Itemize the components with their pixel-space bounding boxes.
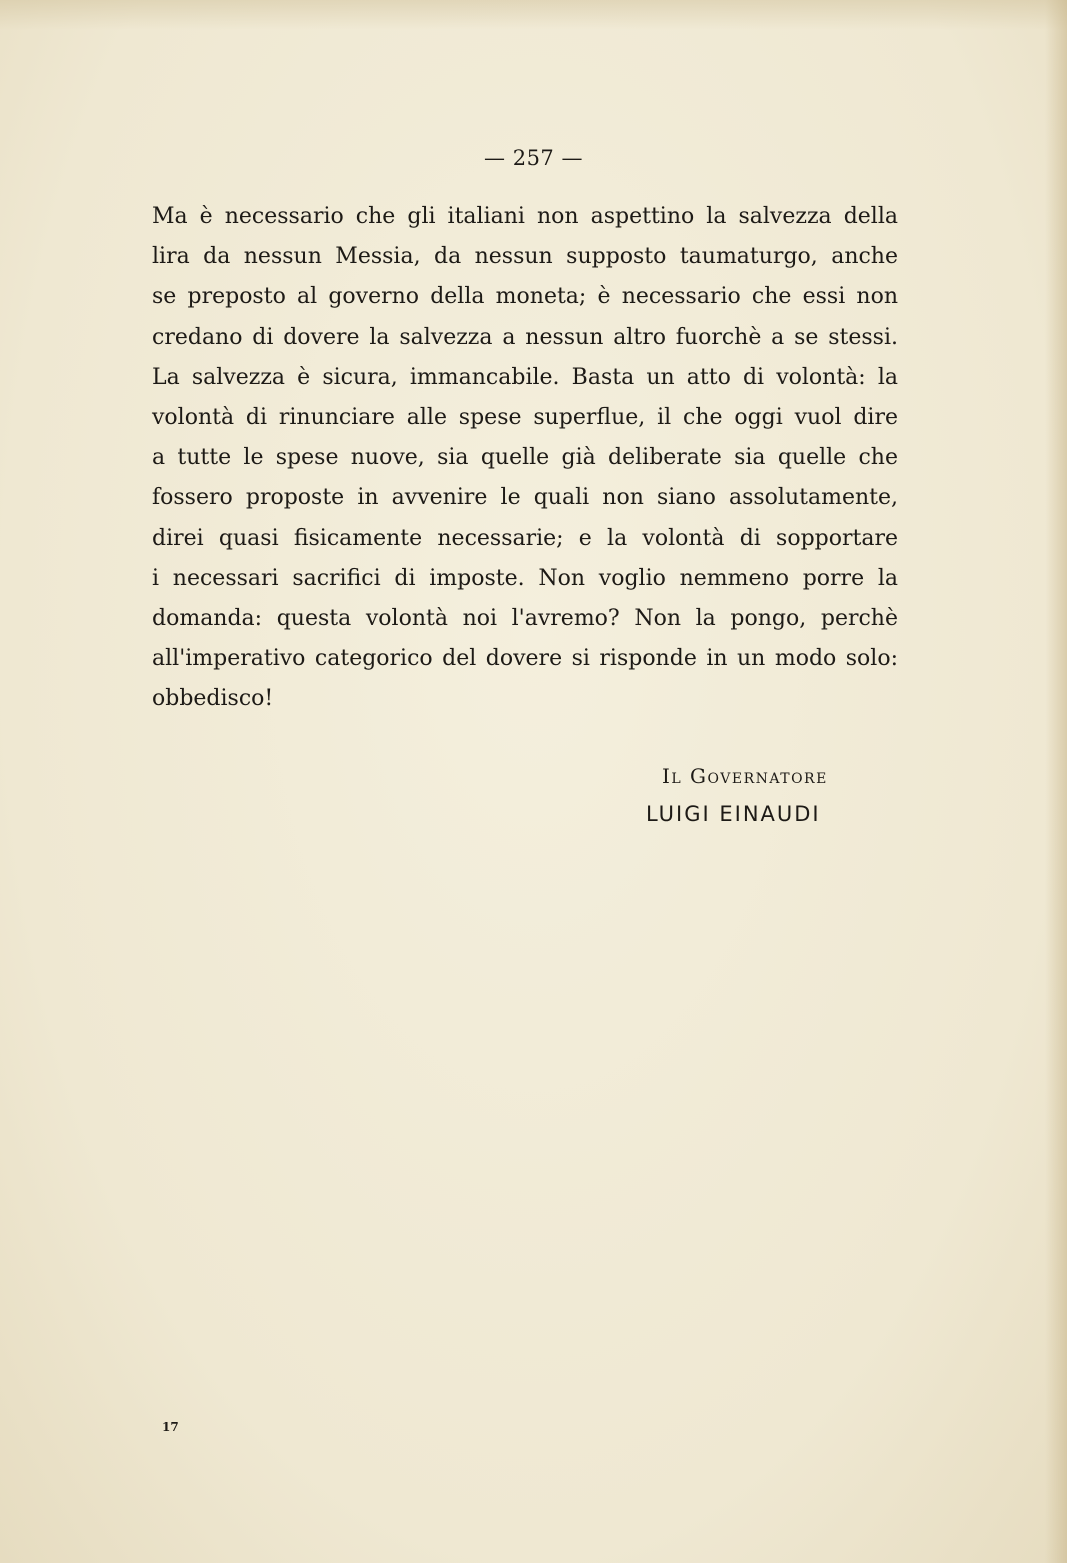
signature-name: LUIGI EINAUDI bbox=[646, 802, 821, 826]
signature-title: Il Governatore bbox=[662, 764, 828, 788]
paragraph-line: credano di dovere la salvezza a nessun altro fuorchè a se stessi. bbox=[152, 324, 898, 350]
paragraph-line: direi quasi fisicamente necessarie; e la volontà di sopportare bbox=[152, 525, 898, 551]
paragraph-line: volontà di rinunciare alle spese superflue, il che oggi vuol dire bbox=[152, 404, 898, 430]
paragraph-line: all'imperativo categorico del dovere si risponde in un modo solo: bbox=[152, 646, 898, 672]
paragraph-line: i necessari sacrifici di imposte. Non voglio nemmeno porre la bbox=[152, 565, 898, 591]
body-paragraph bbox=[152, 197, 898, 719]
paragraph-line: se preposto al governo della moneta; è necessario che essi non bbox=[152, 284, 898, 310]
printer-signature-mark: 17 bbox=[162, 1420, 179, 1434]
paragraph-line: fossero proposte in avvenire le quali non siano assolutamente, bbox=[152, 485, 898, 511]
paragraph-line: obbedisco! bbox=[152, 686, 274, 712]
page-number: — 257 — bbox=[484, 146, 583, 170]
paragraph-line: La salvezza è sicura, immancabile. Basta un atto di volontà: la bbox=[152, 364, 898, 390]
paragraph-line: a tutte le spese nuove, sia quelle già deliberate sia quelle che bbox=[152, 445, 898, 471]
page-edge-shadow-right bbox=[1045, 0, 1067, 1563]
paragraph-line: Ma è necessario che gli italiani non aspettino la salvezza della bbox=[152, 204, 898, 229]
paragraph-line: lira da nessun Messia, da nessun supposto taumaturgo, anche bbox=[152, 244, 898, 270]
page-edge-shadow-top bbox=[0, 0, 1067, 30]
paragraph-line: domanda: questa volontà noi l'avremo? Non la pongo, perchè bbox=[152, 605, 898, 631]
